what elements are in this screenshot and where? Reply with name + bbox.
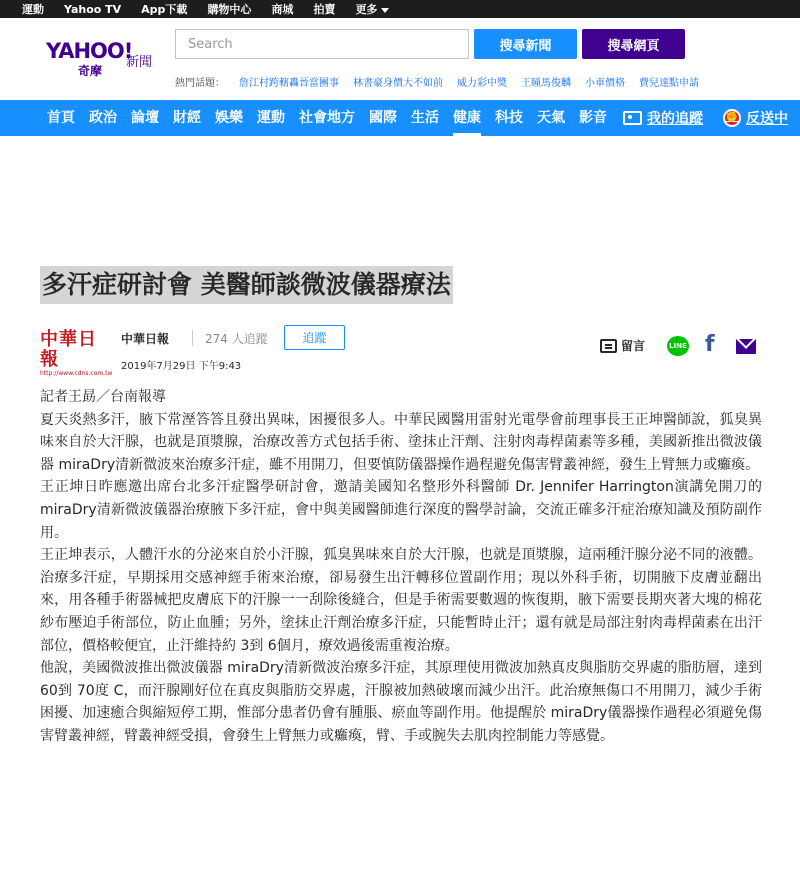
search-input[interactable] <box>175 29 469 59</box>
nav-item-politics[interactable]: 政治 <box>89 110 117 126</box>
follower-count: 274 人追蹤 <box>205 332 268 346</box>
logo-sub-text-news: 新聞 <box>126 55 153 70</box>
article-paragraph: 記者王勗／台南報導 <box>40 389 166 405</box>
nav-item-society[interactable]: 社會地方 <box>299 110 355 126</box>
comment-icon <box>600 339 617 353</box>
site-header <box>0 18 800 100</box>
nav-item-forum[interactable]: 論壇 <box>131 110 159 126</box>
nav-item-video[interactable]: 影音 <box>579 110 607 126</box>
nav-item-finance[interactable]: 財經 <box>173 110 201 126</box>
topbar-link-sports[interactable]: 運動 <box>22 3 44 16</box>
article-body <box>40 386 762 748</box>
fist-icon: ✊ <box>723 109 741 127</box>
category-nav <box>0 100 800 136</box>
hot-topic-link[interactable]: 費兒達點申請 <box>639 78 699 89</box>
topbar-link-more[interactable] <box>355 1 389 17</box>
my-follow-label: 我的追蹤 <box>647 111 703 127</box>
top-utility-bar <box>0 0 800 18</box>
source-logo[interactable] <box>40 329 113 377</box>
follow-button[interactable]: 追蹤 <box>284 325 345 350</box>
anti-extradition-link[interactable] <box>723 108 788 128</box>
article-paragraph: 王正坤日昨應邀出席台北多汗症醫學研討會，邀請美國知名整形外科醫師 Dr. Jennifer Harrington演講免開刀的 miraDry清新微波儀器治療腋下多汗症，會中與美國醫師進行深度的醫學討論，交流正確多汗症治療知識及預防副作用。 <box>40 479 762 541</box>
article-headline: 多汗症研討會 美醫師談微波儀器療法 <box>40 266 453 304</box>
topbar-more-label: 更多 <box>355 3 378 16</box>
my-follow-link[interactable] <box>623 108 703 128</box>
nav-item-tech[interactable]: 科技 <box>495 110 523 126</box>
search-news-button[interactable]: 搜尋新聞 <box>474 29 577 59</box>
source-logo-url: http://www.cdns.com.tw <box>40 370 113 377</box>
hot-topic-link[interactable]: 小車價格 <box>585 78 625 89</box>
publish-time: 2019年7月29日 下午9:43 <box>121 361 242 372</box>
nav-item-weather[interactable]: 天氣 <box>537 110 565 126</box>
source-logo-text: 中華日報 <box>40 329 97 370</box>
topbar-link-shopping[interactable]: 購物中心 <box>207 3 252 16</box>
topbar-link-yahoo-tv[interactable]: Yahoo TV <box>64 2 122 16</box>
article-paragraph: 夏天炎熱多汗，腋下常溼答答且發出異味，困擾很多人。中華民國醫用雷射光電學會前理事長王正坤醫師說，狐臭異味來自於大汗腺，也就是頂漿腺，治療改善方式包括手術、塗抹止汗劑、注射肉毒桿菌素等多種，美國新推出微波儀器 miraDry清新微波來治療多汗症，雖不用開刀，但要慎防儀器操作過程避免傷害臂叢神經，發生上臂無力或癱瘓。 <box>40 411 762 473</box>
hot-topic-link[interactable]: 王瞳馬俊麟 <box>521 78 571 89</box>
nav-item-life[interactable]: 生活 <box>411 110 439 126</box>
comment-button[interactable] <box>600 337 645 354</box>
search-web-button[interactable]: 搜尋網頁 <box>582 29 685 59</box>
hot-topics-label: 熱門話題： <box>175 78 225 89</box>
logo-main-text: YAHOO! <box>46 39 133 63</box>
profile-card-icon <box>623 111 642 125</box>
anti-extradition-label: 反送中 <box>746 111 788 127</box>
article-paragraph: 王正坤表示，人體汗水的分泌來自於小汗腺，狐臭異味來自於大汗腺，也就是頂漿腺，這兩種汗腺分泌不同的液體。治療多汗症，早期採用交感神經手術來治療，卻易發生出汗轉移位置副作用；現以外科手術，切開腋下皮膚並翻出來，用各種手術器械把皮膚底下的汗腺一一刮除後縫合，但是手術需要數週的恢復期，腋下需要長期夾著大塊的棉花紗布壓迫手術部位，防止血腫；另外，塗抹止汗劑治療多汗症，只能暫時止汗；還有就是局部注射肉毒桿菌素在出汗部位，價格較便宜，止汗維持約 3到 6個月，療效過後需重複治療。 <box>40 547 762 654</box>
hot-topic-link[interactable]: 林書豪身價大不如前 <box>353 78 443 89</box>
hot-topic-link[interactable]: 威力彩中獎 <box>457 78 507 89</box>
yahoo-logo[interactable] <box>46 40 166 80</box>
provider-name[interactable]: 中華日報 <box>121 332 170 346</box>
article-paragraph: 他說，美國微波推出微波儀器 miraDry清新微波治療多汗症，其原理使用微波加熱真皮與脂肪交界處的脂肪層，達到 60到 70度 C，而汗腺剛好位在真皮與脂肪交界處，汗腺被加熱破壞而減少出汗。此治療無傷口不用開刀，減少手術困擾、加速癒合與縮短停工期，惟部分患者仍會有腫脹、瘀血等副作用。他提醒於 miraDry儀器操作過程必須避免傷害臂叢神經，臂叢神經受損，會發生上臂無力或癱瘓，臂、手或腕失去肌肉控制能力等感覺。 <box>40 660 762 744</box>
nav-item-health[interactable]: 健康 <box>453 100 481 136</box>
provider-divider <box>192 330 193 346</box>
comment-label: 留言 <box>621 339 646 353</box>
logo-sub-text-kimo: 奇摩 <box>78 64 103 78</box>
hot-topic-link[interactable]: 詹江村跨轄轟晉當團事 <box>239 78 339 89</box>
nav-item-entertainment[interactable]: 娛樂 <box>215 110 243 126</box>
topbar-link-mall[interactable]: 商城 <box>271 3 294 16</box>
email-share-icon[interactable] <box>736 339 756 354</box>
topbar-link-app-download[interactable]: App下載 <box>141 3 188 16</box>
nav-item-home[interactable]: 首頁 <box>47 110 75 126</box>
nav-item-sports[interactable]: 運動 <box>257 110 285 126</box>
topbar-link-auction[interactable]: 拍賣 <box>313 3 336 16</box>
line-share-icon[interactable]: LINE <box>667 336 689 356</box>
hot-topics-bar <box>175 74 713 89</box>
nav-item-international[interactable]: 國際 <box>369 110 397 126</box>
chevron-down-icon <box>381 8 389 13</box>
facebook-share-icon[interactable]: f <box>705 332 715 357</box>
